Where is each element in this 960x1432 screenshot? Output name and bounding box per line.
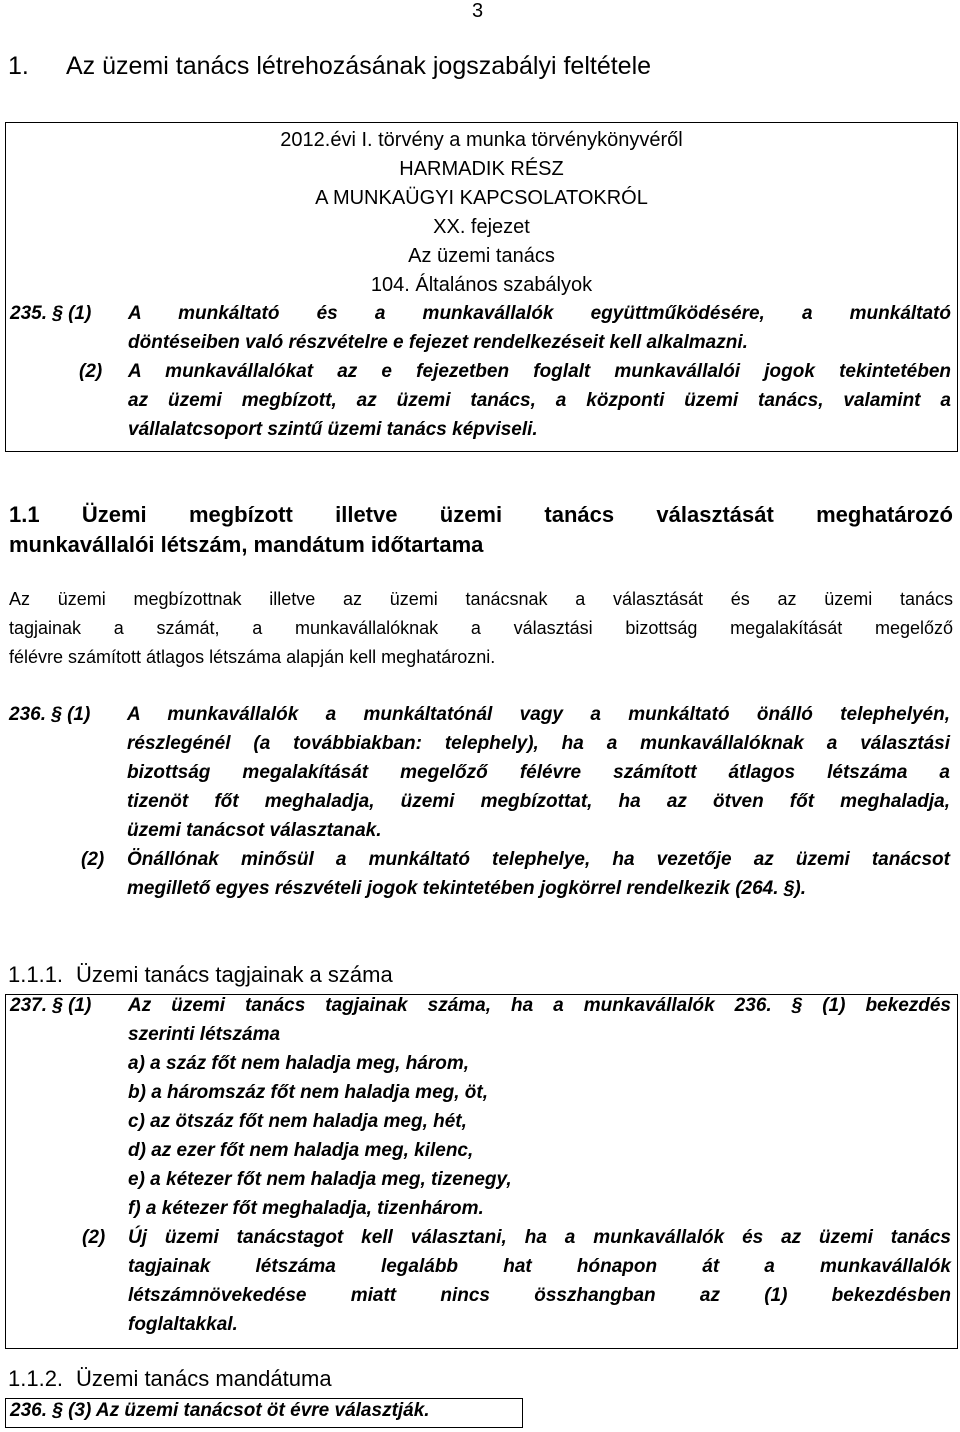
law-line	[9, 849, 956, 878]
law-text: 236. § (3) Az üzemi tanácsot öt évre választják.	[10, 1400, 430, 1421]
law-text: A munkavállalók a munkáltatónál vagy a munkáltató önálló telephelyén,	[127, 704, 950, 725]
law-label: 237. § (1)	[10, 995, 92, 1016]
heading-title: Az üzemi tanács létrehozásának jogszabályi feltétele	[66, 52, 652, 80]
heading-number: 1.	[8, 52, 29, 80]
law-text: Új üzemi tanácstagot kell választani, ha a munkavállalók és az üzemi tanács	[128, 1227, 951, 1248]
law-line	[6, 361, 957, 390]
law-line	[9, 791, 956, 820]
law-text: A munkáltató és a munkavállalók együttműködésére, a munkáltató	[128, 303, 951, 324]
law-text: létszámnövekedése miatt nincs összhangban az (1) bekezdésben	[128, 1285, 951, 1306]
part-title: HARMADIK RÉSZ	[399, 158, 564, 180]
law-text: az üzemi megbízott, az üzemi tanács, a központi üzemi tanács, valamint a	[128, 390, 951, 411]
law-text: b) a háromszáz főt nem haladja meg, öt,	[128, 1082, 489, 1103]
law-text: bizottság megalakítását megelőző félévre számított átlagos létszáma a	[127, 762, 950, 783]
heading-title: Üzemi tanács tagjainak a száma	[76, 962, 393, 987]
law-list-item	[6, 1198, 957, 1227]
law-line	[6, 1227, 957, 1256]
body-paragraph	[9, 585, 953, 672]
law-line	[6, 995, 957, 1024]
law-list-item	[6, 1169, 957, 1198]
law-text: szerinti létszáma	[128, 1024, 281, 1045]
section-heading-1	[8, 52, 651, 81]
law-text: c) az ötszáz főt nem haladja meg, hét,	[128, 1111, 467, 1132]
chapter-title: XX. fejezet	[433, 216, 530, 238]
law-text: Az üzemi tanács tagjainak száma, ha a munkavállalók 236. § (1) bekezdés	[128, 995, 951, 1016]
section-heading-1-1	[9, 500, 953, 560]
law-label: (2)	[81, 849, 105, 870]
heading-number: 1.1.2.	[8, 1366, 64, 1391]
chapter-subtitle: Az üzemi tanács	[408, 245, 555, 267]
paragraph-line: tagjainak a számát, a munkavállalóknak a választási bizottság megalakítását megelőző	[9, 618, 953, 638]
section-heading-1-1-2	[8, 1366, 332, 1392]
law-line	[9, 762, 956, 791]
law-text: részlegénél (a továbbiakban: telephely), ha a munkavállalóknak a választási	[127, 733, 950, 754]
law-text: Önállónak minősül a munkáltató telephelye, ha vezetője az üzemi tanácsot	[127, 849, 950, 870]
law-line	[9, 820, 956, 849]
heading-line: munkavállalói létszám, mandátum időtartama	[9, 532, 484, 557]
section-heading-1-1-1	[8, 962, 393, 988]
heading-number: 1.1.1.	[8, 962, 64, 987]
law-text: tizenöt főt meghaladja, üzemi megbízottat, ha az ötven főt meghaladja,	[127, 791, 950, 812]
law-list-item	[6, 1053, 957, 1082]
law-text: tagjainak létszáma legalább hat hónapon át a munkavállalók	[128, 1256, 951, 1277]
law-text: A munkavállalókat az e fejezetben foglalt munkavállalói jogok tekintetében	[128, 361, 951, 382]
law-line	[6, 303, 957, 332]
law-line	[6, 1314, 957, 1343]
law-line	[6, 390, 957, 419]
law-text: vállalatcsoport szintű üzemi tanács képviseli.	[128, 419, 538, 440]
section-title: 104. Általános szabályok	[370, 274, 593, 296]
law-list-item	[6, 1111, 957, 1140]
heading-line: 1.1 Üzemi megbízott illetve üzemi tanács választását meghatározó	[9, 502, 953, 527]
law-label: (2)	[82, 1227, 106, 1248]
law-line	[6, 1024, 957, 1053]
law-line	[9, 878, 956, 907]
law-text: d) az ezer főt nem haladja meg, kilenc,	[128, 1140, 474, 1161]
law-text: foglaltakkal.	[128, 1314, 238, 1335]
law-label: 235. § (1)	[10, 303, 92, 324]
law-text: e) a kétezer főt nem haladja meg, tizenegy,	[128, 1169, 512, 1190]
law-line	[6, 1256, 957, 1285]
law-line	[9, 704, 956, 733]
law-text: a) a száz főt nem haladja meg, három,	[128, 1053, 470, 1074]
law-text: megillető egyes részvételi jogok tekintetében jogkörrel rendelkezik (264. §).	[127, 878, 806, 899]
law-line	[9, 733, 956, 762]
law-list-item	[6, 1140, 957, 1169]
law-list-item	[6, 1082, 957, 1111]
page-number: 3	[472, 0, 484, 22]
paragraph-line: félévre számított átlagos létszáma alapján kell meghatározni.	[9, 647, 496, 667]
law-line	[6, 1285, 957, 1314]
law-line	[6, 419, 957, 448]
law-text: döntéseiben való részvételre e fejezet rendelkezéseit kell alkalmazni.	[128, 332, 748, 353]
paragraph-line: Az üzemi megbízottnak illetve az üzemi tanácsnak a választását és az üzemi tanács	[9, 589, 953, 609]
law-excerpt-box	[5, 122, 958, 452]
paragraph-236	[9, 704, 956, 914]
part-subtitle: A MUNKAÜGYI KAPCSOLATOKRÓL	[315, 187, 648, 209]
law-excerpt-box	[5, 1398, 523, 1428]
law-text: üzemi tanácsot választanak.	[127, 820, 382, 841]
heading-title: Üzemi tanács mandátuma	[76, 1366, 332, 1391]
law-label: (2)	[79, 361, 103, 382]
law-title: 2012.évi I. törvény a munka törvénykönyvéről	[280, 129, 683, 151]
law-text: f) a kétezer főt meghaladja, tizenhárom.	[128, 1198, 484, 1219]
law-excerpt-box	[5, 994, 958, 1349]
law-line	[6, 332, 957, 361]
law-label: 236. § (1)	[9, 704, 91, 725]
